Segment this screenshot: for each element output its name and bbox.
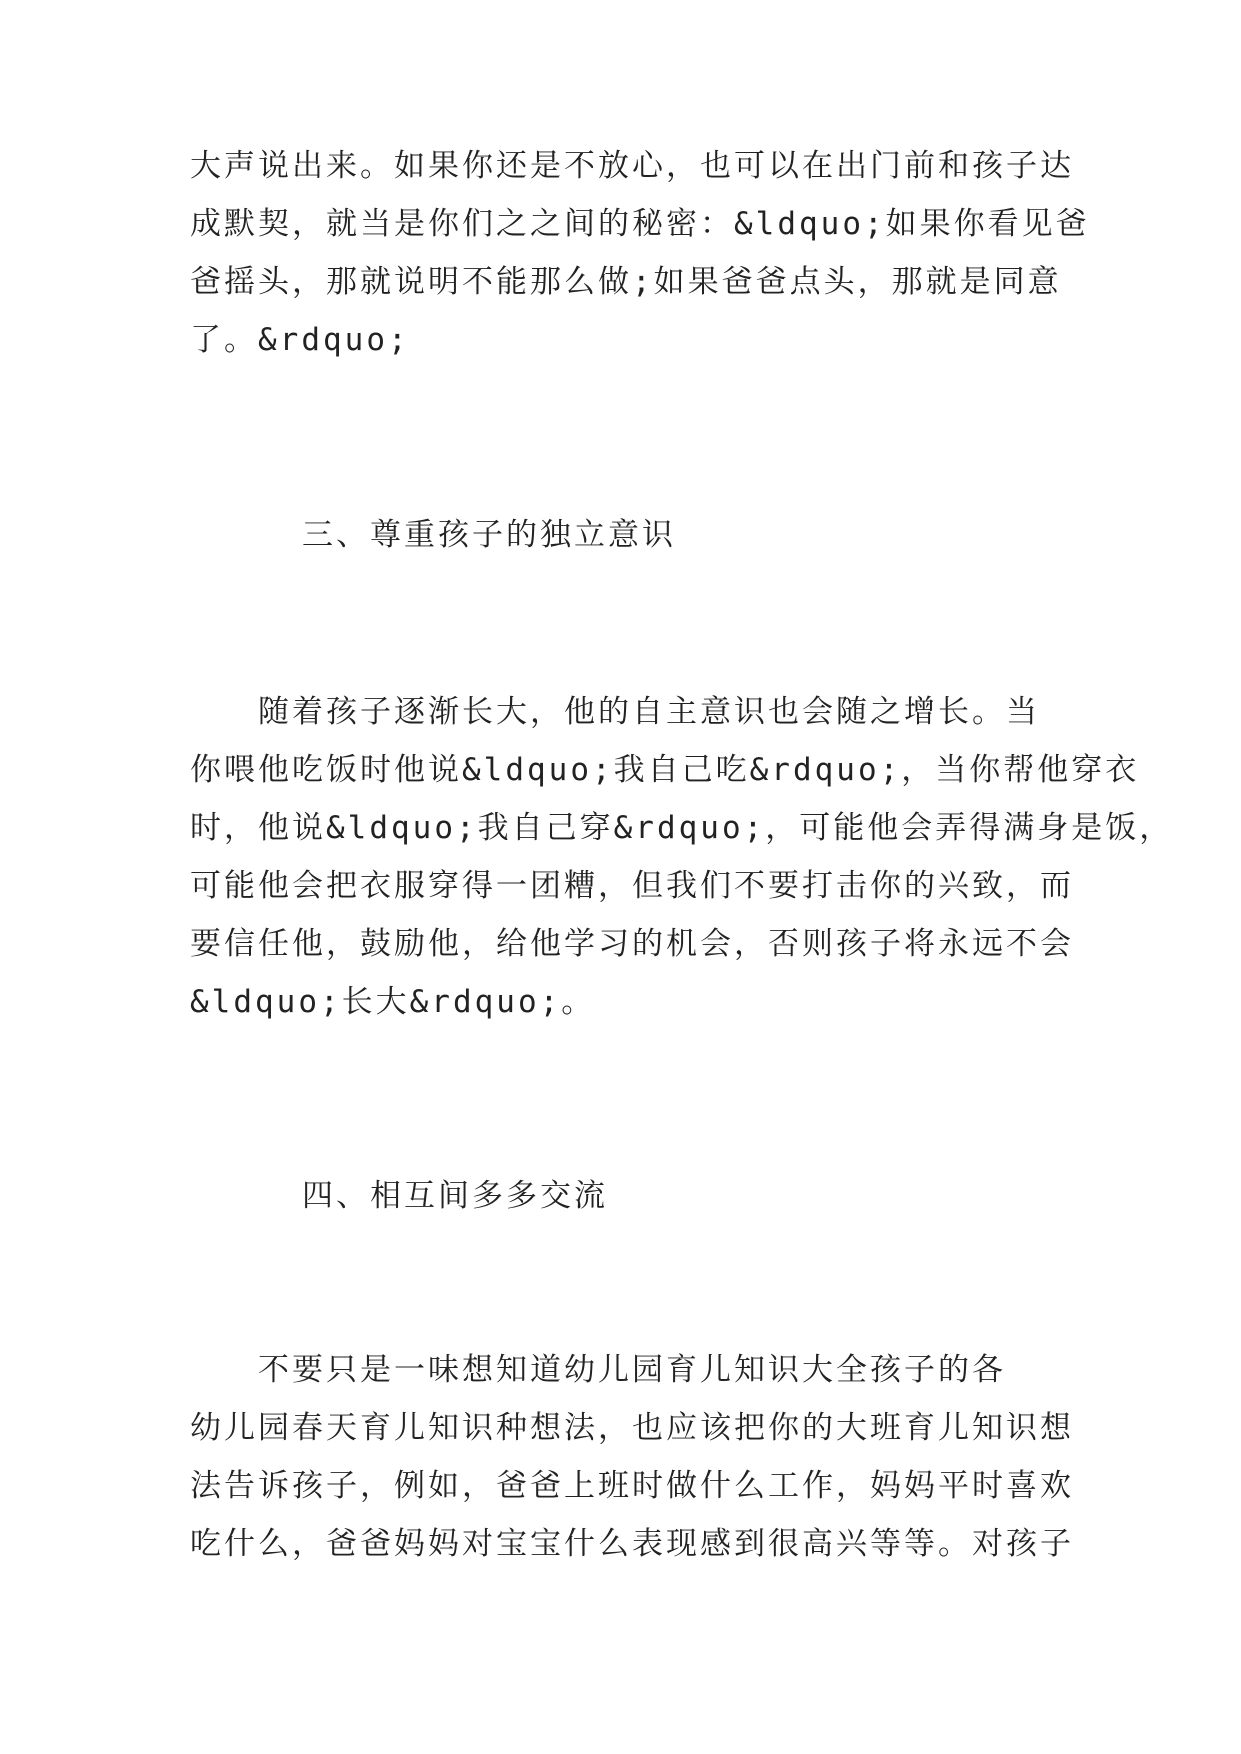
paragraph-line: 大声说出来。如果你还是不放心，也可以在出门前和孩子达 [190, 148, 1074, 184]
paragraph-line: 幼儿园春天育儿知识种想法，也应该把你的大班育儿知识想 [190, 1410, 1074, 1446]
paragraph-line: 要信任他，鼓励他，给他学习的机会，否则孩子将永远不会 [190, 926, 1074, 962]
paragraph-line: 不要只是一味想知道幼儿园育儿知识大全孩子的各 [190, 1352, 1006, 1388]
paragraph-3 [190, 1341, 1074, 1573]
paragraph-line: 随着孩子逐渐长大，他的自主意识也会随之增长。当 [190, 694, 1040, 730]
heading-text: 四、相互间多多交流 [302, 1178, 608, 1214]
section-heading-3 [190, 506, 1060, 564]
paragraph-line: 了。&rdquo; [190, 322, 410, 358]
section-heading-4 [190, 1167, 1060, 1225]
paragraph-line: 你喂他吃饭时他说&ldquo;我自己吃&rdquo;，当你帮他穿衣 [190, 752, 1140, 788]
heading-text: 三、尊重孩子的独立意识 [302, 517, 676, 553]
paragraph-line: 吃什么，爸爸妈妈对宝宝什么表现感到很高兴等等。对孩子 [190, 1526, 1074, 1562]
paragraph-line: &ldquo;长大&rdquo;。 [190, 984, 596, 1020]
paragraph-line: 法告诉孩子，例如，爸爸上班时做什么工作，妈妈平时喜欢 [190, 1468, 1074, 1504]
paragraph-line: 可能他会把衣服穿得一团糟，但我们不要打击你的兴致，而 [190, 868, 1074, 904]
paragraph-line: 时，他说&ldquo;我自己穿&rdquo;，可能他会弄得满身是饭， [190, 810, 1174, 846]
paragraph-1 [190, 137, 1090, 369]
paragraph-2 [190, 683, 1174, 1031]
paragraph-line: 成默契，就当是你们之之间的秘密：&ldquo;如果你看见爸 [190, 206, 1090, 242]
paragraph-line: 爸摇头，那就说明不能那么做;如果爸爸点头，那就是同意 [190, 264, 1062, 300]
